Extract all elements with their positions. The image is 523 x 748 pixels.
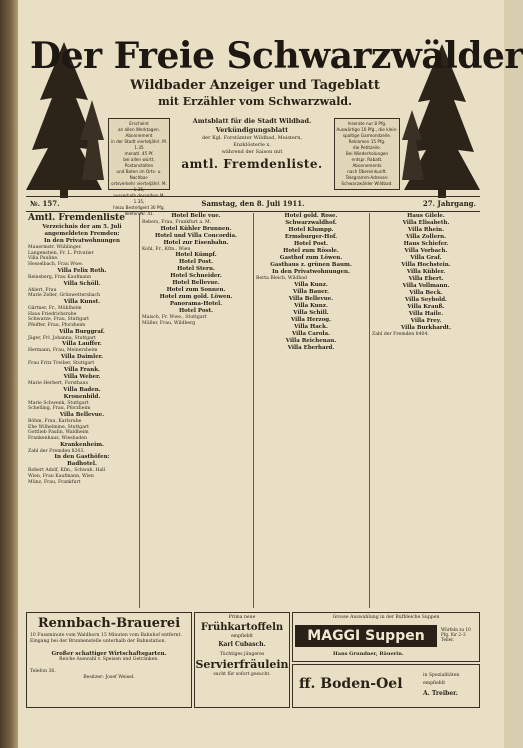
section-heading: Villa Bellevue. (59, 411, 105, 418)
column-divider (369, 213, 370, 608)
section-heading: Verzeichnis der am 5. Juli (42, 224, 122, 230)
ad-boden-oel (292, 664, 480, 708)
info-box-line: bei allen württ. Postanstalten (123, 157, 155, 168)
section-heading: Ermsburger-Hof. (284, 234, 338, 240)
info-box-line: Abonnement (125, 133, 153, 138)
section-heading: Villa Haile. (408, 311, 444, 317)
list-entry: Robert Adolf, Kfm., Schwab. Hall (28, 468, 106, 474)
section-heading: Hotel zur Eisenbahn. (163, 239, 229, 246)
section-heading: Villa Bauer. (293, 288, 329, 295)
section-heading: Villa Lauffer. (62, 341, 102, 348)
column-2 (142, 213, 250, 608)
section-heading: Villa Ebert. (408, 276, 444, 282)
list-entry: Rebers, Frau, Frankfurt a. M. (142, 220, 212, 225)
gazette-line: Amtsblatt für die Stadt Wildbad. (192, 117, 312, 125)
section-heading: Villa Kübler. (406, 269, 446, 275)
issue-date: Samstag, den 8. Juli 1911. (201, 199, 305, 208)
list-entry: Zahl der Fremden 8404. (372, 332, 429, 337)
ad-maggi-line: Grosse Auswahlung in der Rufbleiche Suppen (332, 615, 440, 620)
section-heading: Hotel zum gold. Löwen. (159, 294, 233, 301)
list-entry: Kohl, Fr., Kfm., Wien (142, 246, 191, 252)
section-heading: Villa Kunz. (294, 281, 328, 288)
section-heading: Hotel zum Sonnen. (166, 287, 226, 294)
info-box-line: ortsverkehr vierteljährl. M. 1.35, (111, 181, 167, 192)
info-box-line: spaltige Garmondzeile. (342, 133, 392, 138)
section-heading: Gasthaus z. grünen Baum. (270, 262, 352, 268)
info-box-line: die Petitzeile. (352, 145, 382, 150)
ad-brewery-title: Rennbach-Brauerei (37, 616, 181, 631)
ad-maggi-owner: Hans Grundner, Bäuerin. (333, 651, 404, 657)
masthead-subtitle-2: mit Erzähler vom Schwarzwald. (158, 95, 352, 108)
ad-boden-owner: A. Treiber. (423, 690, 458, 697)
info-box-line: entspr. Rabatt. (351, 157, 383, 162)
list-entry: Wien, Frau Kaufmann, Wien (28, 474, 94, 480)
section-heading: Villa Vollmann. (402, 283, 450, 289)
section-heading: Villa Hochstein. (401, 262, 451, 268)
section-heading: Villa Zollern. (405, 234, 447, 240)
list-entry: Böhm, Frau, Karlsruhe (28, 418, 82, 424)
list-entry: Zahl der Fremden 8203. (28, 448, 85, 454)
section-heading: Villa Carola. (292, 330, 330, 337)
ad-brewery-line: Reiche Auswahl v. Speisen und Getränken. (59, 657, 159, 662)
info-box-line: ausserhalb desselben M. 1.35, (113, 193, 165, 204)
info-box-line: Reklamen 15 Pfg. (348, 139, 386, 144)
volume-year: 27. Jahrgang. (422, 199, 476, 208)
section-heading: Villa Kunz. (294, 302, 328, 309)
ad-mid-line: Karl Cubasch. (218, 641, 266, 648)
official-gazette-box (174, 117, 330, 193)
list-entry: Müller, Frau, Wildberg (142, 321, 196, 327)
rule-top (26, 196, 480, 197)
section-heading: Villa Daimler. (60, 354, 104, 361)
info-box-line: monatl. 45 Pf. (124, 151, 154, 156)
section-heading: Villa Vorbach. (404, 248, 448, 254)
list-entry: Ahlert, Frau (28, 287, 57, 293)
section-heading: Villa Elisabeth. (402, 220, 450, 226)
section-heading: Villa Krauß. (407, 304, 445, 310)
list-entry: Marie Herbert, Forsthaus (28, 380, 88, 386)
info-box-line: Abonnements (352, 163, 382, 168)
section-heading: Villa Beck. (409, 290, 443, 296)
ad-maggi-suppen (292, 612, 480, 662)
section-heading: Villa Frey. (410, 318, 442, 324)
ad-mid-line: Tüchtiges jüngeres (219, 652, 265, 657)
column-4 (372, 213, 480, 608)
section-heading: In den Gasthöfen: (54, 454, 110, 461)
column-divider (253, 213, 254, 608)
info-box-line: Schwarzwälder Wildbad. (341, 181, 393, 186)
list-entry: Schwarze, Frau, Stuttgart (28, 317, 89, 323)
section-heading: Villa Graf. (410, 255, 442, 261)
ad-mid-line: empfiehlt (230, 634, 254, 639)
section-heading: Villa Hack. (294, 323, 328, 330)
section-heading: Hotel und Villa Concordia. (155, 232, 237, 239)
section-heading: angemeldeten Fremden: (44, 231, 120, 237)
info-box-line: hiezu Bestellgeld 30 Pfg. (113, 205, 165, 210)
section-heading: Kronenbild. (63, 393, 101, 400)
section-heading: Amtl. Fremdenliste (28, 213, 125, 223)
ad-brewery-owner: Besitzer: Josef Weisel. (83, 675, 135, 680)
section-heading: Hotel Klumpp. (288, 227, 334, 233)
section-heading: Haus Schiefer. (403, 241, 449, 247)
gazette-line: der Kgl. Forstämter Wildbad, Meistern, (201, 135, 303, 141)
section-heading: Villa Bellevue. (288, 295, 334, 302)
section-heading: Hotel Bellevue. (172, 280, 220, 287)
ad-brewery-line: Großer schattiger Wirtschaftsgarten. (51, 651, 167, 657)
dateline (26, 198, 480, 210)
list-entry: Gärtner, Fr., Mühlheim (28, 305, 82, 311)
section-heading: Hotel Kümpf. (175, 252, 217, 259)
ad-brewery-line: Telefon 36. (30, 669, 56, 674)
list-entry: Jäger, Frl. Johanna, Stuttgart (28, 335, 96, 341)
section-heading: Hotel Kühler Brunnen. (160, 225, 232, 232)
list-entry: Münz, Frau, Frankfurt (28, 479, 81, 485)
column-3 (256, 213, 366, 608)
section-heading: Villa Eberhard. (287, 344, 335, 351)
masthead-title: Der Freie Schwarzwälder (30, 35, 523, 77)
section-heading: Hotel Post. (178, 259, 214, 266)
section-heading: In den Privatwohnungen. (272, 269, 350, 275)
list-entry: Gottlieb Paulin, Waldheim (28, 430, 89, 436)
section-heading: Villa Kunst. (63, 298, 101, 305)
column-1 (28, 213, 136, 608)
section-heading: Badhotel. (67, 461, 97, 468)
section-heading: Villa Schöll. (63, 280, 101, 287)
binding-spine (0, 0, 18, 748)
list-entry: Villa Pauline. (28, 256, 59, 262)
column-divider (139, 213, 140, 608)
ad-maggi-line: Würfeln zu 10 Pfg. für 2–3 Teller. (441, 627, 471, 642)
info-box-line: Auswärtige 10 Pfg., die klein- (336, 127, 398, 132)
list-entry: Maisch, Fr. Wwe., Stuttgart (142, 315, 207, 321)
section-heading: Hotel Belle vue. (171, 213, 221, 219)
section-heading: Krankenheim. (60, 441, 104, 448)
section-heading: Villa Herzog. (290, 316, 332, 323)
list-entry: Ehe Wilhelmine, Stuttgart (28, 424, 90, 430)
section-heading: Panorama-Hotel. (169, 301, 223, 308)
ad-mid-big: Frühkartoffeln (200, 622, 284, 633)
section-heading: Villa Burkhardt. (400, 325, 452, 331)
list-entry: Hermann, Frau, Meinersheim (28, 348, 98, 354)
advertising-rates-box (334, 118, 400, 190)
section-heading: Villa Schill. (293, 309, 329, 316)
list-entry: Mauermstr. Wühlinger. (28, 245, 82, 250)
section-heading: Hotel Post. (293, 241, 329, 247)
section-heading: Villa Weber. (63, 373, 101, 380)
list-entry: Haus Friedrichsruhe (28, 311, 77, 317)
section-heading: Hotel Schneider. (170, 273, 222, 280)
section-heading: Villa Burggraf. (59, 328, 105, 335)
info-box-line: Telegramm-Adresse: (345, 175, 389, 180)
list-entry: Langenstein, Fr. L. Privatier (28, 250, 94, 256)
info-box-line: Telefon Nr. 41. (124, 211, 154, 216)
list-entry: Berta Bleich, Wildbad (256, 276, 307, 281)
info-box-line: in der Stadt vierteljährl. M. 1.35 (110, 139, 168, 150)
section-heading: In den Privatwohnungen (44, 238, 120, 244)
ad-boden-line: empfiehlt (423, 681, 446, 686)
ad-boden-line: in Spezialitäten (423, 673, 460, 678)
list-entry: Frau Fritz Treiber, Stuttgart (28, 361, 95, 367)
section-heading: Hotel Post. (178, 308, 214, 315)
section-heading: Villa Felix Roth. (57, 267, 107, 274)
gazette-line: Verkündigungsblatt (215, 126, 289, 134)
gazette-line: Enzklösterle x. (233, 142, 271, 148)
ad-brewery-line: 10 Fussminute vom Waldhorn 15 Minuten vom Bahnhof entfernt. (30, 633, 182, 638)
ad-brewery-line: Eingang bei der Brunnenstelle unterhalb der Bahnstation. (30, 639, 166, 644)
ad-rennbach-brauerei (26, 612, 192, 708)
gazette-fremdenliste: amtl. Fremdenliste. (181, 157, 323, 171)
ad-mid-big: Servierfräulein (195, 658, 289, 671)
section-heading: Villa Baden. (63, 386, 101, 393)
ad-maggi-logo: MAGGI Suppen (295, 625, 437, 647)
masthead-subtitle: Wildbader Anzeiger und Tageblatt (130, 78, 380, 93)
list-entry: Marie Schwenk, Stuttgart (28, 400, 89, 406)
section-heading: Villa Reichenau. (285, 337, 337, 344)
section-heading: Schwarzwaldhof. (285, 220, 337, 226)
section-heading: Villa Seybold. (405, 297, 447, 303)
ad-mid-line: sucht für sofort gesucht. (213, 672, 271, 677)
issue-number: №. 157. (30, 199, 60, 208)
rule-bottom (26, 211, 480, 212)
info-box-line: Erscheint (129, 121, 149, 126)
info-box-line: und Boten im Orts- u. Nachbar- (116, 169, 162, 180)
subscription-info-box (108, 118, 170, 216)
list-entry: Frankenhaus, Wiesbaden (28, 436, 87, 442)
section-heading: Hotel Stern. (177, 266, 215, 273)
list-entry: Marie Zeller, Grünwettersbach (28, 293, 101, 299)
info-box-line: an allen Werktagen. (117, 127, 161, 132)
section-heading: Haus Gilele. (407, 213, 445, 219)
list-entry: Hesselbach, Frau Wwe. (28, 262, 84, 268)
list-entry: Schelling, Frau, Pforzheim (28, 406, 91, 412)
info-box-line: Bei Wiederholungen (345, 151, 389, 156)
section-heading: Hotel gold. Rose. (284, 213, 338, 219)
info-box-line: Inserate nur 8 Pfg. (347, 121, 387, 126)
list-entry: Pfeiffer, Frau, Pforzheim (28, 323, 86, 329)
ad-boden-big: ff. Boden-Oel (299, 676, 403, 692)
section-heading: Hotel zum Rössle. (283, 248, 339, 254)
ad-fruhkartoffeln (194, 612, 290, 708)
gazette-line: während der Saison mit (221, 149, 283, 155)
section-heading: Villa Frank. (64, 366, 100, 373)
section-heading: Villa Rhein. (408, 227, 444, 233)
ad-mid-line: Prima neue (228, 615, 256, 620)
list-entry: Reinsberg, Frau Kaufmann (28, 274, 92, 280)
info-box-line: nach Übereinkunft. (347, 169, 387, 174)
section-heading: Gasthof zum Löwen. (279, 255, 343, 261)
